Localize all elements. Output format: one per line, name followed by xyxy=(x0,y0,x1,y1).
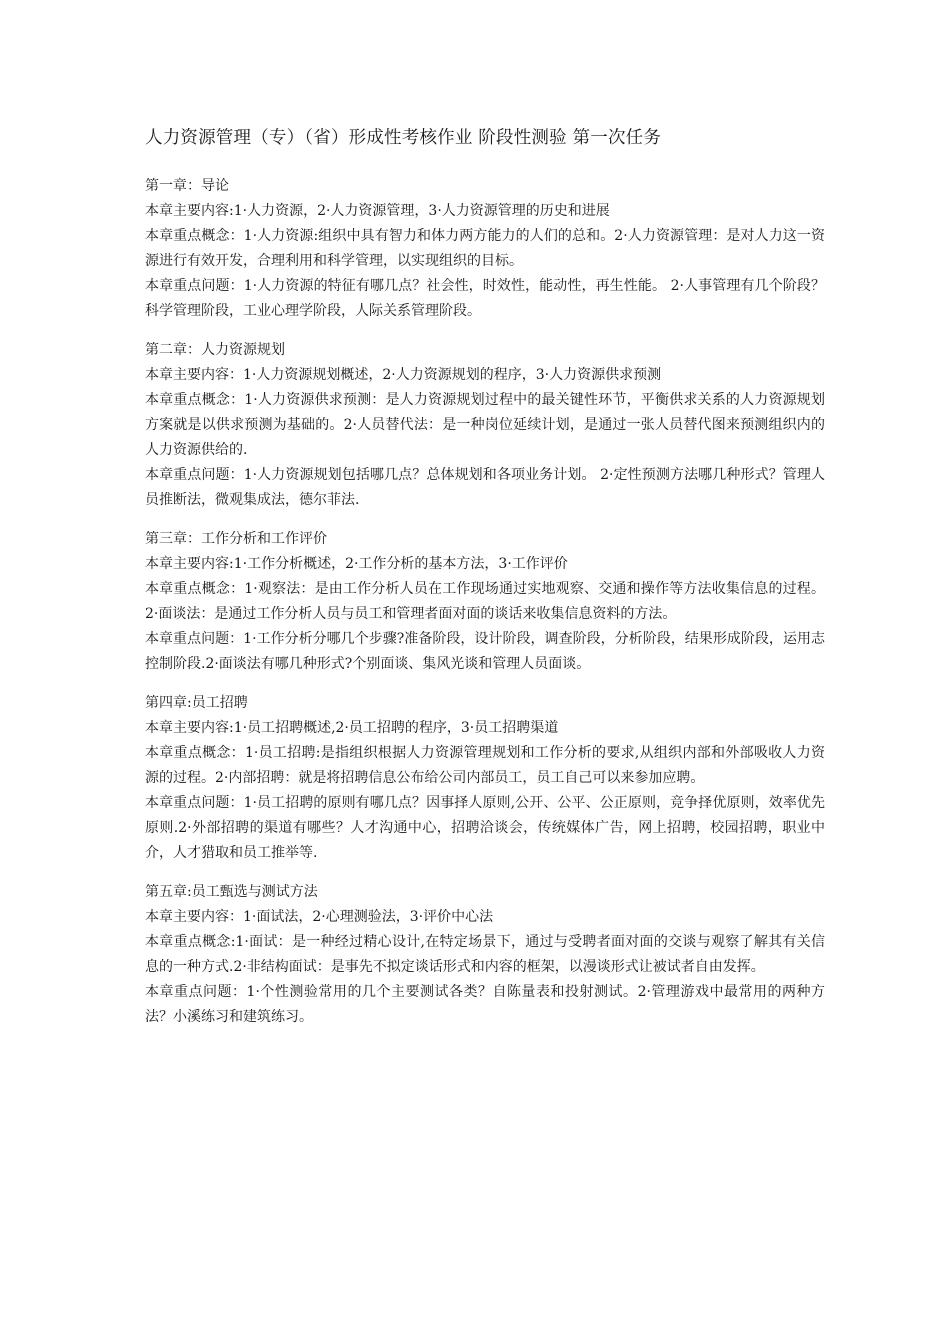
chapter-heading: 第五章:员工甄选与测试方法 xyxy=(145,884,318,900)
chapter-key-concepts: 本章重点概念:1·面试：是一种经过精心设计,在特定场景下，通过与受聘者面对面的交谈与观察了解其有关信息的一种方式.2·非结构面试：是事先不拟定谈话形式和内容的框架，以漫谈形式让被试者自由发挥。 xyxy=(145,934,825,975)
chapter-main-content: 本章主要内容：1·人力资源规划概述，2·人力资源规划的程序，3·人力资源供求预测 xyxy=(145,367,662,383)
chapter-key-concepts: 本章重点概念：1·人力资源供求预测：是人力资源规划过程中的最关键性环节，平衡供求关系的人力资源规划方案就是以供求预测为基础的。2·人员替代法：是一种岗位延续计划，是通过一张人员替代图来预测组织内的人力资源供给的. xyxy=(145,392,825,458)
chapter-key-concepts: 本章重点概念：1·人力资源:组织中具有智力和体力两方能力的人们的总和。2·人力资源管理：是对人力这一资源进行有效开发，合理利用和科学管理，以实现组织的目标。 xyxy=(145,228,825,269)
chapter-4 xyxy=(145,691,825,866)
chapter-key-concepts: 本章重点概念：1·观察法：是由工作分析人员在工作现场通过实地观察、交通和操作等方法收集信息的过程。2·面谈法：是通过工作分析人员与员工和管理者面对面的谈话来收集信息资料的方法。 xyxy=(145,581,825,622)
chapter-key-questions: 本章重点问题：1·人力资源规划包括哪几点？总体规划和各项业务计划。 2·定性预测方法哪几种形式？管理人员推断法，微观集成法，德尔菲法. xyxy=(145,467,825,508)
chapter-main-content: 本章主要内容:1·员工招聘概述,2·员工招聘的程序，3·员工招聘渠道 xyxy=(145,720,559,736)
chapter-key-questions: 本章重点问题：1·人力资源的特征有哪几点？社会性，时效性，能动性，再生性能。 2·人事管理有几个阶段？科学管理阶段，工业心理学阶段，人际关系管理阶段。 xyxy=(145,278,825,319)
chapter-heading: 第二章：人力资源规划 xyxy=(145,342,285,358)
chapter-heading: 第四章:员工招聘 xyxy=(145,695,248,711)
chapter-key-questions: 本章重点问题：1·员工招聘的原则有哪几点？因事择人原则,公开、公平、公正原则，竞争择优原则，效率优先原则.2·外部招聘的渠道有哪些？人才沟通中心，招聘洽谈会，传统媒体广告，网上招聘，校园招聘，职业中介，人才猎取和员工推举等. xyxy=(145,795,825,861)
chapter-5 xyxy=(145,880,825,1030)
document-title: 人力资源管理（专）（省）形成性考核作业 阶段性测验 第一次任务 xyxy=(145,128,662,148)
chapter-2 xyxy=(145,338,825,513)
chapter-main-content: 本章主要内容：1·面试法，2·心理测验法，3·评价中心法 xyxy=(145,909,494,925)
chapter-3 xyxy=(145,527,825,677)
chapter-main-content: 本章主要内容:1·工作分析概述，2·工作分析的基本方法，3·工作评价 xyxy=(145,556,568,572)
chapter-key-questions: 本章重点问题：1·工作分析分哪几个步骤?准备阶段，设计阶段，调查阶段，分析阶段，结果形成阶段，运用志控制阶段.2·面谈法有哪几种形式?个别面谈、集风光谈和管理人员面谈。 xyxy=(145,631,825,672)
chapter-key-concepts: 本章重点概念：1·员工招聘:是指组织根据人力资源管理规划和工作分析的要求,从组织内部和外部吸收人力资源的过程。2·内部招聘：就是将招聘信息公布给公司内部员工，员工自己可以来参加应聘。 xyxy=(145,745,825,786)
chapter-heading: 第三章：工作分析和工作评价 xyxy=(145,531,327,547)
chapter-1 xyxy=(145,174,825,324)
document-page xyxy=(145,124,825,1044)
chapter-main-content: 本章主要内容:1·人力资源，2·人力资源管理，3·人力资源管理的历史和进展 xyxy=(145,203,610,219)
chapter-heading: 第一章：导论 xyxy=(145,178,229,194)
chapter-key-questions: 本章重点问题：1·个性测验常用的几个主要测试各类？自陈量表和投射测试。2·管理游戏中最常用的两种方法？小溪练习和建筑练习。 xyxy=(145,984,825,1025)
